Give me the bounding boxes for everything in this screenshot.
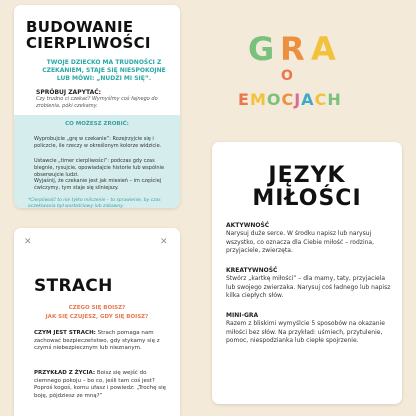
ask-text: Czy trudno ci czekać? Wymyślmy coś fajnego do zrobienia, póki czekamy.: [36, 96, 158, 109]
logo-em-letter: O: [266, 90, 282, 109]
logo-letter-a: A: [311, 30, 336, 68]
card-question: JAK SIĘ CZUJESZ, GDY SIĘ BOISZ?: [45, 314, 149, 320]
ask-heading: SPRÓBUJ ZAPYTAĆ:: [36, 89, 102, 96]
logo-em-letter: M: [249, 90, 267, 109]
logo-letter-g: G: [248, 30, 275, 68]
section-heading: MINI-GRA: [226, 312, 259, 319]
paragraph-label: PRZYKŁAD Z ŻYCIA:: [34, 370, 96, 376]
card-title-line: MIŁOŚCI: [252, 186, 362, 212]
card-title: [26, 20, 151, 52]
tip-paragraph: Ustawcie „timer cierpliwości”: podczas gdy czas biegnie, rysujcie, opowiadajcie historie lub wspólnie obserwujcie ludzi.: [34, 158, 165, 178]
tips-heading: CO MOŻESZ ZROBIĆ:: [65, 121, 129, 127]
tip-paragraph: Wyjaśnij, że czekanie jest jak miesień – im częściej ćwiczymy, tym staje się silniejszy.: [34, 178, 162, 191]
section-heading: KREATYWNOŚĆ: [226, 267, 278, 274]
logo-em-letter: C: [314, 90, 328, 109]
logo-letter-r: R: [280, 30, 305, 68]
card-title-line: JĘZYK: [268, 163, 346, 188]
card-subtitle: TWOJE DZIECKO MA TRUDNOŚCI Z CZEKANIEM, STAJE SIĘ NIESPOKOJNE LUB MÓWI: „NUDZI MI SIĘ”.: [42, 59, 166, 83]
tip-paragraph: Wyprobujcie „grę w czekanie”: Rozejrzyjcie się i policzcie, ile rzeczy w określonym kolorze widzicie.: [34, 136, 162, 149]
logo-em-letter: C: [281, 90, 295, 109]
card-jezyk-milosci: [212, 142, 402, 404]
logo-em-letter: E: [238, 90, 250, 109]
card-strach: [14, 228, 180, 416]
game-logo: [238, 30, 398, 130]
logo-em-letter: A: [301, 90, 315, 109]
card-paragraph: [34, 370, 170, 401]
tips-band: [14, 115, 180, 208]
card-section: [226, 312, 394, 346]
card-paragraph: [34, 330, 170, 353]
paragraph-text: Strach pomaga nam zachować bezpieczeństwo, gdy stykamy się z czymś niebezpiecznym lub nieznanym.: [34, 330, 160, 352]
paragraph-text: Boisz się wejść do ciemnego pokoju – bo co, jeśli tam coś jest? Poproś kogoś, komu ufasz i powiedz: „Trochę się boję, pójdziesz ze mną?”: [34, 370, 166, 400]
logo-em-letter: J: [294, 90, 302, 109]
card-title-line: BUDOWANIE: [26, 18, 134, 36]
section-text: Razem z bliskimi wymyślcie 5 sposobów na okazanie miłości bez słów. Na przykład: uśmiech, przytulenie, pomoc, niespodzianka lub ciepłe spojrzenie.: [226, 320, 385, 345]
card-section: [226, 267, 394, 301]
logo-em-letter: H: [327, 90, 342, 109]
card-question: CZEGO SIĘ BOISZ?: [68, 305, 126, 311]
paragraph-label: CZYM JEST STRACH:: [34, 330, 96, 336]
card-section: [226, 222, 394, 256]
logo-letter-o: O: [281, 68, 293, 84]
section-text: Stwórz „kartkę miłości” – dla mamy, taty, przyjaciela lub swojego zwierzaka. Narysuj coś ładnego lub napisz kilka ciepłych słów.: [226, 275, 391, 300]
card-title: STRACH: [34, 276, 113, 296]
tip-note: *Cierpliwość to nie tylko milczenie – to sprawienie, by czas oczekiwania był wartościowy lub zabawny.: [28, 198, 161, 208]
logo-word-emocjach: [238, 90, 342, 109]
close-icon: ✕: [160, 237, 168, 247]
card-title-line: CIERPLIWOŚCI: [26, 33, 151, 52]
card-budowanie-cierpliwosci: [14, 5, 180, 208]
close-icon: ✕: [24, 237, 32, 247]
section-text: Narysuj duże serce. W środku napisz lub narysuj wszystko, co oznacza dla Ciebie miłość – rodzina, przyjaciele, zwierzęta.: [226, 230, 374, 255]
section-heading: AKTYWNOŚĆ: [226, 222, 270, 229]
card-title: [222, 164, 392, 210]
